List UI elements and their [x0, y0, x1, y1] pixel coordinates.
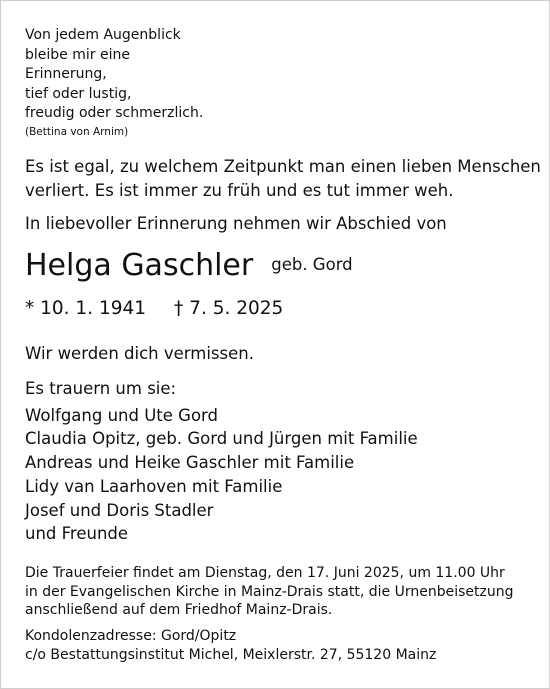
mourner-name: Josef und Doris Stadler: [25, 500, 214, 520]
poem-line: Von jedem Augenblick: [25, 27, 181, 43]
address-line: c/o Bestattungsinstitut Michel, Meixlerstr. 27, 55120 Mainz: [25, 646, 437, 663]
life-dates: [25, 296, 283, 322]
birth-date: * 10. 1. 1941: [25, 298, 147, 319]
service-line: anschließend auf dem Friedhof Mainz-Drais.: [25, 602, 333, 618]
intro-line: verliert. Es ist immer zu früh und es tut immer weh.: [25, 181, 454, 200]
maiden-name: geb. Gord: [271, 255, 353, 274]
mourner-name: und Freunde: [25, 524, 129, 544]
miss-text: Wir werden dich vermissen.: [25, 344, 254, 363]
death-date: † 7. 5. 2025: [174, 298, 284, 319]
mourners-heading: Es trauern um sie:: [25, 379, 177, 398]
farewell-line: In liebevoller Erinnerung nehmen wir Abschied von: [25, 214, 447, 233]
poem-line: tief oder lustig,: [25, 85, 132, 102]
mourner-name: Claudia Opitz, geb. Gord und Jürgen mit Familie: [25, 429, 418, 449]
poem-line: freudig oder schmerzlich.: [25, 105, 204, 121]
intro-text: [25, 155, 541, 203]
mourner-name: Wolfgang und Ute Gord: [25, 405, 219, 425]
service-info: [25, 564, 530, 620]
poem-line: bleibe mir eine: [25, 46, 130, 63]
service-line: Die Trauerfeier findet am Dienstag, den 17. Juni 2025, um 11.00 Uhr: [25, 565, 505, 581]
mourner-name: Lidy van Laarhoven mit Familie: [25, 476, 283, 496]
deceased-name-row: [25, 246, 353, 286]
address-line: Kondolenzadresse: Gord/Opitz: [25, 628, 237, 644]
condolence-address: [25, 627, 436, 664]
poem-block: [25, 26, 203, 139]
deceased-name: Helga Gaschler: [25, 248, 254, 283]
mourner-name: Andreas und Heike Gaschler mit Familie: [25, 453, 355, 473]
mourners-block: [25, 377, 418, 546]
poem-line: Erinnerung,: [25, 66, 107, 82]
intro-line: Es ist egal, zu welchem Zeitpunkt man einen lieben Menschen: [25, 157, 541, 176]
poem-author: (Bettina von Arnim): [25, 125, 129, 138]
service-line: in der Evangelischen Kirche in Mainz-Drais statt, die Urnenbeisetzung: [25, 583, 514, 600]
